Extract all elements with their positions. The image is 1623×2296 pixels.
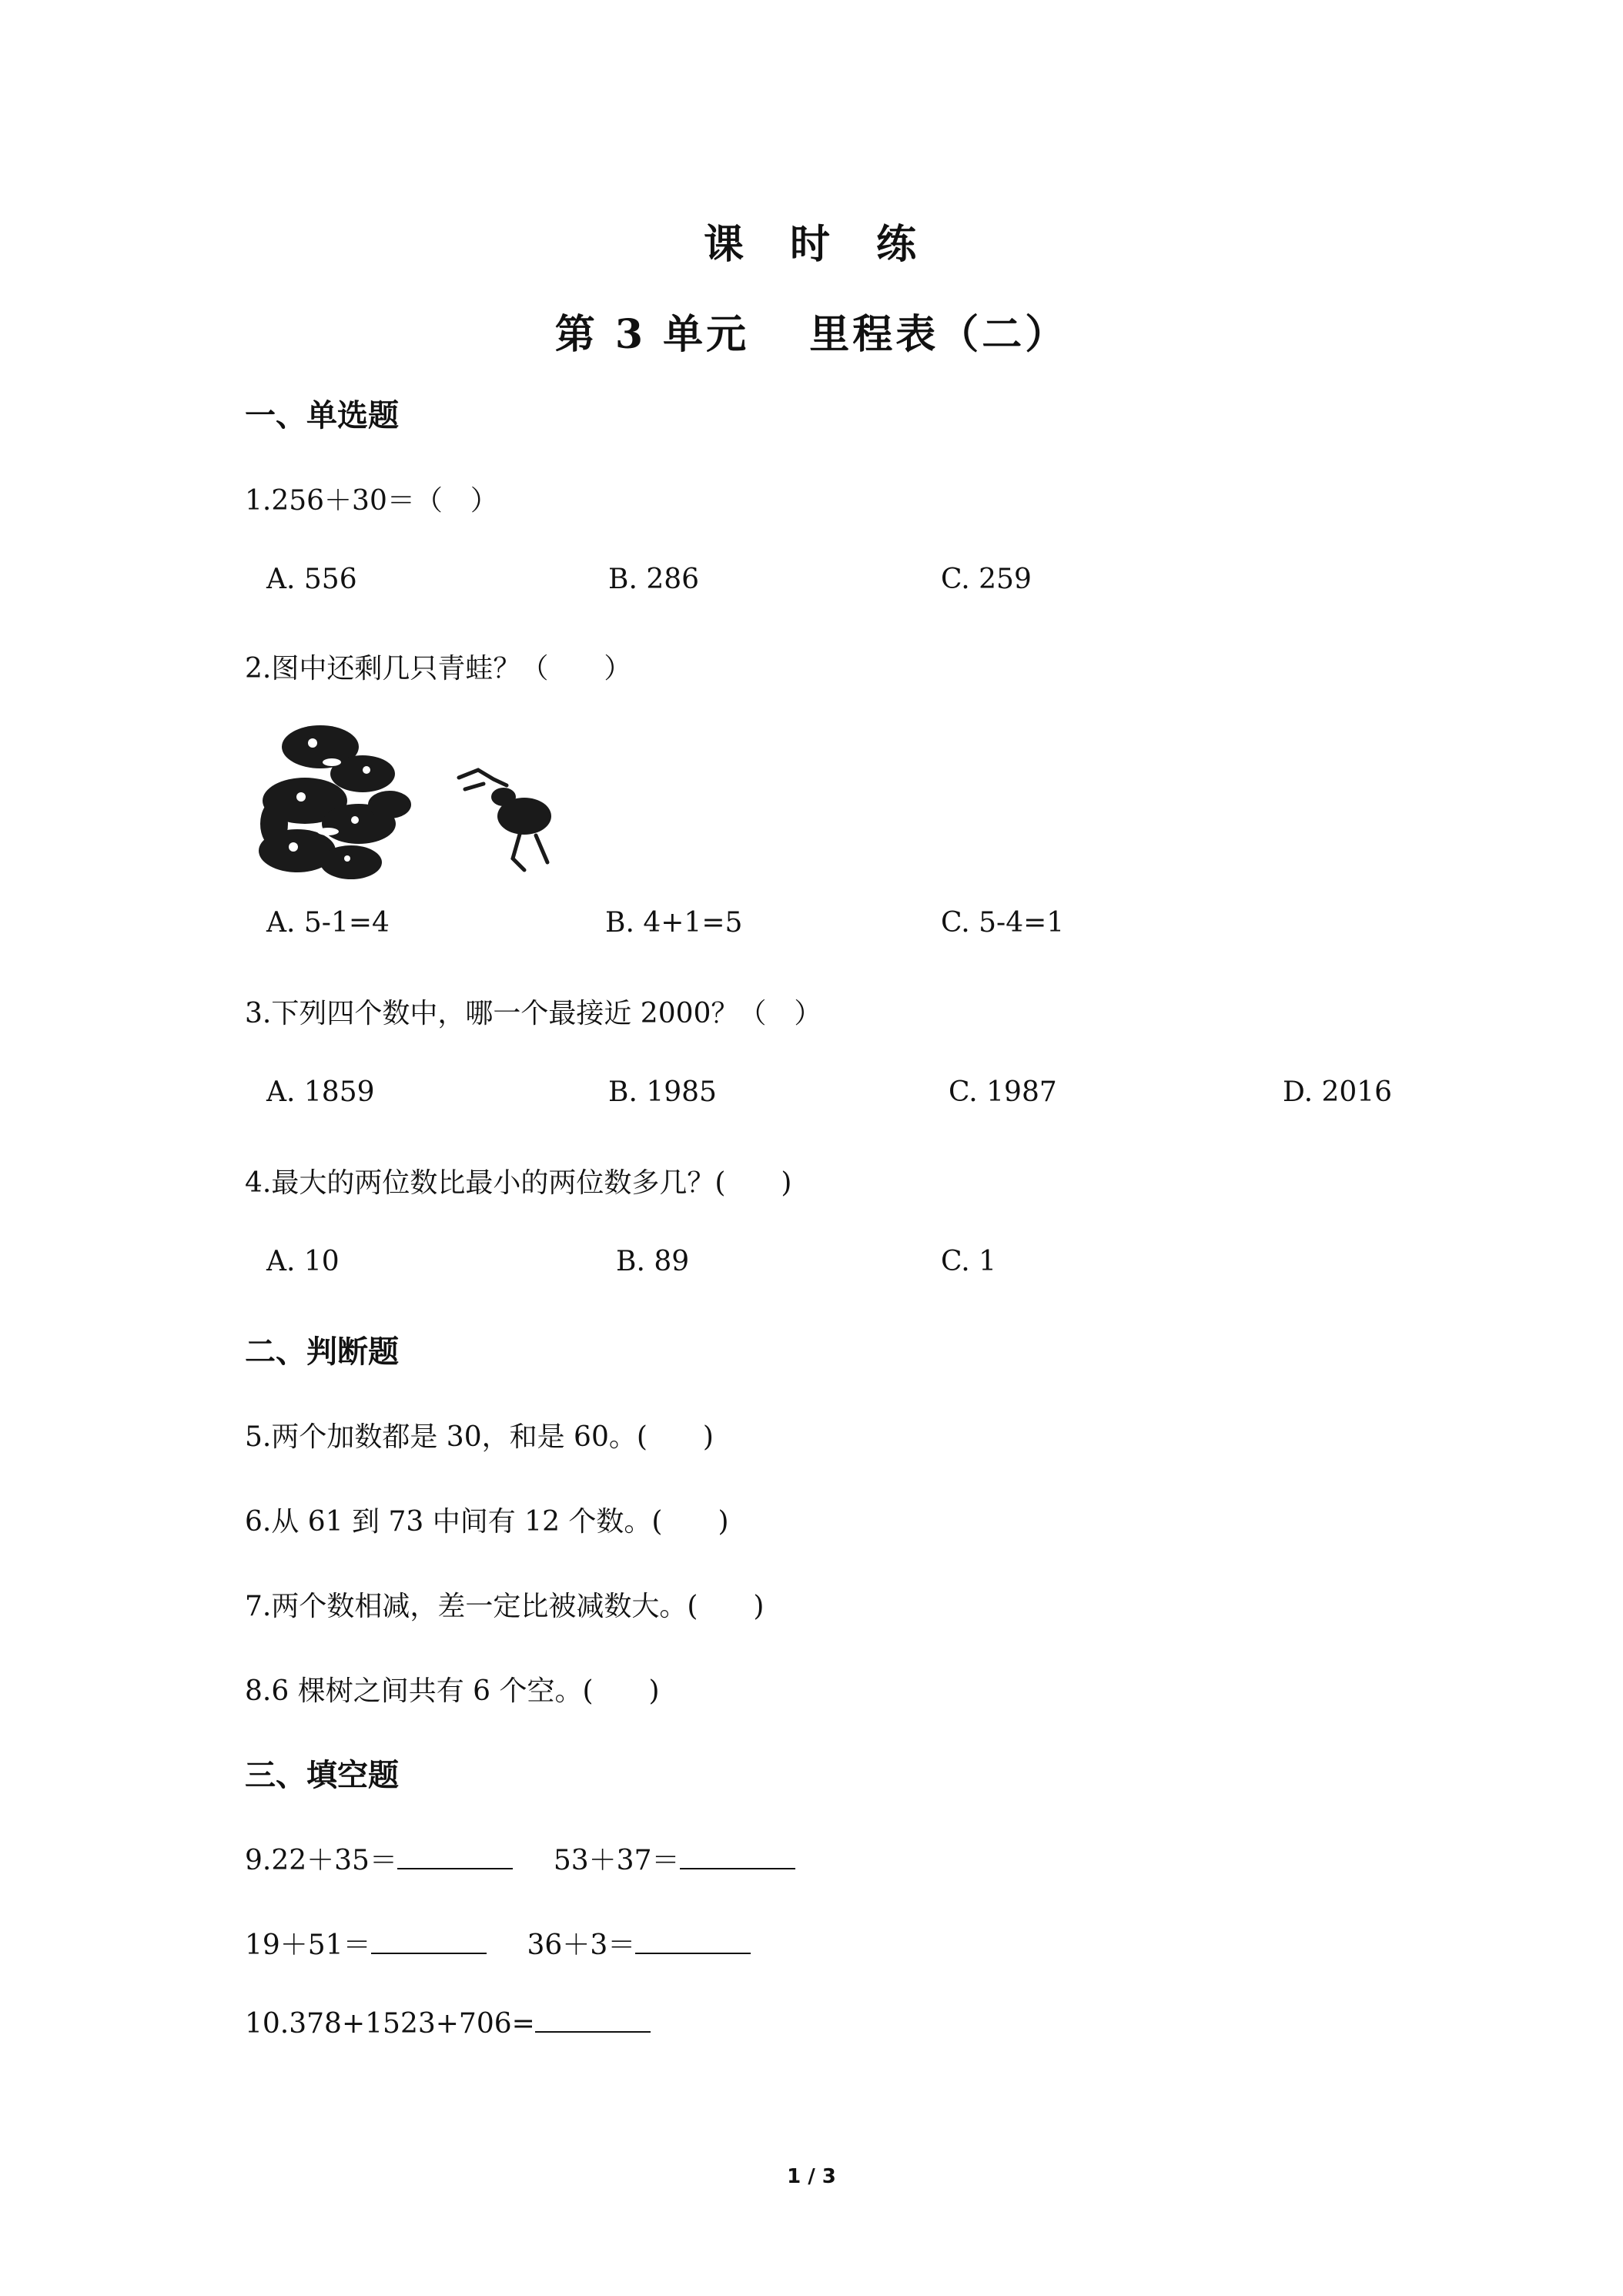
- question-9-line-1: [245, 1839, 795, 1878]
- q9-expression-a: 9.22＋35＝: [245, 1845, 397, 1876]
- q9-expression-c: 19＋51＝: [245, 1930, 371, 1961]
- q3-option-a: A. 1859: [266, 1076, 375, 1108]
- q1-option-b: B. 286: [608, 564, 700, 595]
- question-2: 2.图中还剩几只青蛙？（ ）: [245, 653, 632, 684]
- q1-option-c: C. 259: [941, 564, 1032, 595]
- q2-option-a: A. 5-1=4: [266, 907, 390, 939]
- q4-option-c: C. 1: [941, 1246, 997, 1277]
- q10-answer-blank[interactable]: [535, 2008, 651, 2033]
- question-3: 3.下列四个数中，哪一个最接近 2000？（ ）: [245, 998, 822, 1029]
- q3-option-c: C. 1987: [949, 1076, 1057, 1108]
- q4-option-a: A. 10: [266, 1246, 340, 1277]
- q2-option-b: B. 4+1=5: [605, 907, 743, 939]
- q9-expression-b: 53＋37＝: [553, 1845, 680, 1876]
- q9-answer-blank-d[interactable]: [635, 1930, 751, 1954]
- page-title: 课 时 练: [703, 221, 919, 268]
- q10-expression: 10.378+1523+706=: [245, 2008, 535, 2040]
- question-9-line-2: [245, 1923, 751, 1963]
- question-10: [245, 2008, 651, 2040]
- question-8: 8.6 棵树之间共有 6 个空。( ): [245, 1675, 660, 1707]
- q3-option-b: B. 1985: [608, 1076, 717, 1108]
- section-heading-true-false: 二、判断题: [245, 1334, 399, 1370]
- section-heading-single-choice: 一、单选题: [245, 397, 399, 433]
- q9-expression-d: 36＋3＝: [527, 1930, 636, 1961]
- question-4: 4.最大的两位数比最小的两位数多几？( ): [245, 1167, 792, 1199]
- q4-option-b: B. 89: [616, 1246, 690, 1277]
- page-number: 1 / 3: [787, 2165, 836, 2188]
- q3-option-d: D. 2016: [1283, 1076, 1393, 1108]
- q9-answer-blank-b[interactable]: [680, 1845, 795, 1869]
- question-7: 7.两个数相减，差一定比被减数大。( ): [245, 1591, 765, 1622]
- q9-answer-blank-a[interactable]: [397, 1845, 513, 1869]
- frogs-illustration: [259, 716, 561, 887]
- page-subtitle: 第 3 单元 里程表（二）: [554, 311, 1069, 358]
- q9-answer-blank-c[interactable]: [371, 1930, 487, 1954]
- question-5: 5.两个加数都是 30，和是 60。( ): [245, 1421, 714, 1453]
- section-heading-fill-blank: 三、填空题: [245, 1757, 399, 1793]
- q1-option-a: A. 556: [266, 564, 357, 595]
- q2-option-c: C. 5-4=1: [941, 907, 1065, 939]
- question-1: 1.256＋30＝（ ）: [245, 485, 498, 517]
- question-6: 6.从 61 到 73 中间有 12 个数。( ): [245, 1506, 729, 1538]
